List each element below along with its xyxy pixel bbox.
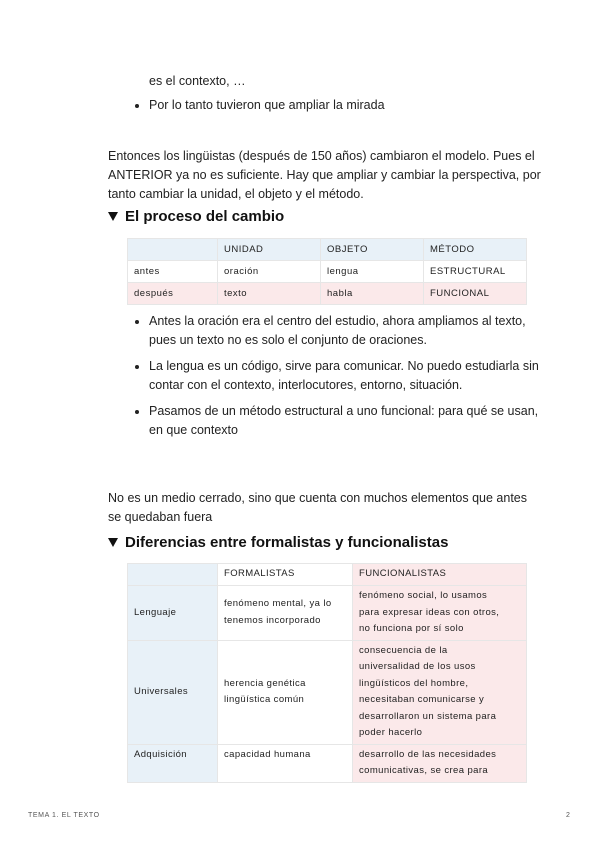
row-label-cell: Universales (128, 640, 218, 744)
list-item-line: contar con el contexto, interlocutores, entorno, situación. (149, 378, 463, 392)
table-cell: después (128, 283, 218, 305)
continued-text: es el contexto, … (149, 74, 246, 88)
cell-line: desarrollo de las necesidades (359, 748, 497, 760)
toggle-triangle-icon[interactable] (108, 212, 118, 221)
table-cell (353, 586, 527, 641)
list-item-line: Pasamos de un método estructural a uno funcional: para qué se usan, (149, 404, 539, 418)
footer-chapter-title: TEMA 1. EL TEXTO (28, 812, 100, 819)
table-header-cell: UNIDAD (218, 239, 321, 261)
cell-line: comunicativas, se crea para (359, 765, 489, 776)
list-item-line: Antes la oración era el centro del estudio, ahora ampliamos al texto, (149, 314, 526, 328)
cell-line: fenómeno mental, ya lo (224, 598, 332, 610)
cell-line: capacidad humana (224, 748, 311, 760)
cell-line: lingüística común (224, 694, 305, 705)
table-cell: texto (218, 283, 321, 305)
list-item-line: La lengua es un código, sirve para comunicar. No puedo estudiarla sin (149, 359, 539, 373)
cell-line: no funciona por sí solo (359, 623, 464, 634)
paragraph-line: se quedaban fuera (108, 510, 213, 524)
table-header-cell: FORMALISTAS (218, 564, 353, 586)
table-row (128, 744, 527, 782)
row-label-cell: Adquisición (128, 744, 218, 782)
row-label-cell: Lenguaje (128, 586, 218, 641)
toggle-heading-process[interactable] (108, 208, 284, 225)
table-row (128, 640, 527, 744)
paragraph-open-medium (108, 489, 548, 527)
cell-line: herencia genética (224, 677, 306, 689)
list-item-line: en que contexto (149, 423, 238, 437)
table-row (128, 261, 527, 283)
toggle-triangle-icon[interactable] (108, 538, 118, 547)
table-cell: habla (321, 283, 424, 305)
table-cell (218, 586, 353, 641)
cell-line: fenómeno social, lo usamos (359, 590, 488, 601)
change-bullet-list (135, 312, 555, 447)
toggle-heading-differences[interactable] (108, 534, 448, 551)
paragraph-line: Entonces los lingüistas (después de 150 años) cambiaron el modelo. Pues el (108, 149, 535, 163)
table-cell: FUNCIONAL (424, 283, 527, 305)
section-title: El proceso del cambio (125, 208, 285, 225)
table-row (128, 283, 527, 305)
table-header-cell: MÉTODO (424, 239, 527, 261)
paragraph-model-change (108, 147, 548, 204)
table-cell (353, 640, 527, 744)
table-header-row (128, 564, 527, 586)
list-item (135, 357, 555, 395)
footer-page-number: 2 (566, 812, 571, 819)
table-cell: ESTRUCTURAL (424, 261, 527, 283)
section-title: Diferencias entre formalistas y funcionalistas (125, 534, 449, 551)
formalists-functionalists-table (127, 563, 527, 783)
list-item: Por lo tanto tuvieron que ampliar la mirada (135, 96, 555, 115)
table-header-cell (128, 564, 218, 586)
table-header-cell: FUNCIONALISTAS (353, 564, 527, 586)
cell-line: desarrollaron un sistema para (359, 710, 497, 722)
cell-line: para expresar ideas con otros, (359, 606, 500, 618)
cell-line: poder hacerlo (359, 727, 423, 738)
table-cell: antes (128, 261, 218, 283)
table-cell (218, 744, 353, 782)
table-cell: lengua (321, 261, 424, 283)
cell-line: lingüísticos del hombre, (359, 677, 469, 689)
table-cell (353, 744, 527, 782)
table-header-cell (128, 239, 218, 261)
table-header-cell: OBJETO (321, 239, 424, 261)
paragraph-line: No es un medio cerrado, sino que cuenta con muchos elementos que antes (108, 491, 528, 505)
table-row (128, 586, 527, 641)
paragraph-line: ANTERIOR ya no es suficiente. Hay que ampliar y cambiar la perspectiva, por (108, 168, 541, 182)
paragraph-line: tanto cambiar la unidad, el objeto y el método. (108, 187, 364, 201)
cell-line: consecuencia de la (359, 644, 448, 656)
cell-line: necesitaban comunicarse y (359, 694, 485, 705)
list-item (135, 312, 555, 350)
intro-bullet-list (135, 96, 555, 122)
table-header-row (128, 239, 527, 261)
change-process-table (127, 238, 527, 305)
cell-line: tenemos incorporado (224, 614, 321, 626)
table-cell: oración (218, 261, 321, 283)
table-cell (218, 640, 353, 744)
list-item (135, 402, 555, 440)
cell-line: universalidad de los usos (359, 661, 476, 672)
list-item-line: pues un texto no es solo el conjunto de oraciones. (149, 333, 427, 347)
